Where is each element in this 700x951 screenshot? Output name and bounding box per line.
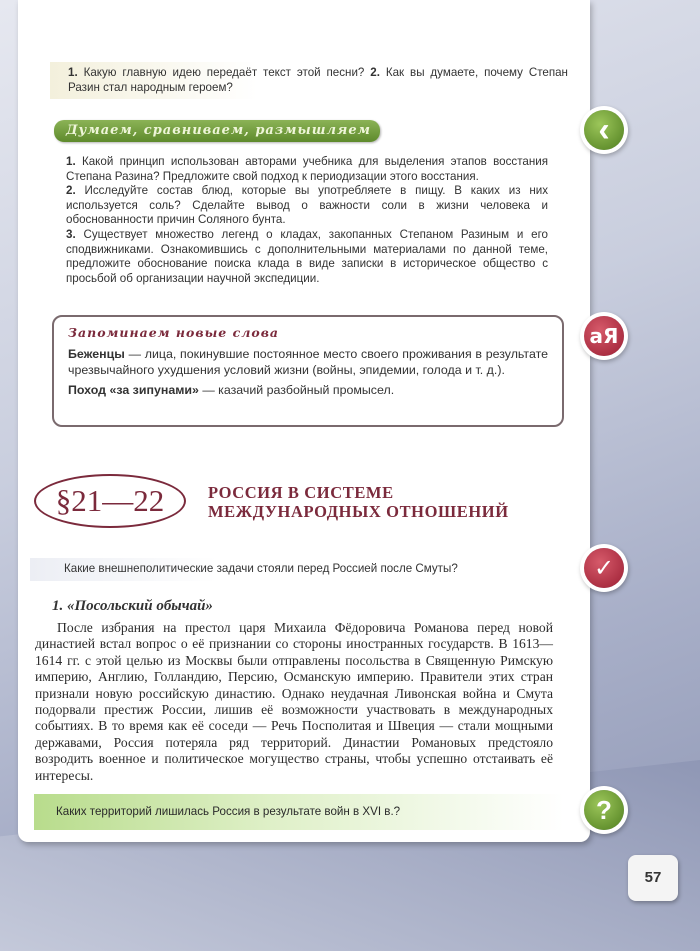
task-item xyxy=(66,184,548,228)
question-number: 2. xyxy=(370,66,380,79)
paragraph-number: §21—22 xyxy=(34,474,186,528)
intro-question: Какие внешнеполитические задачи стояли перед Россией после Смуты? xyxy=(30,558,564,581)
chapter-title-line: МЕЖДУНАРОДНЫХ ОТНОШЕНИЙ xyxy=(208,502,509,521)
task-item xyxy=(66,155,548,184)
question-icon[interactable]: ? xyxy=(584,790,624,830)
review-question: Каких территорий лишилась Россия в результате войн в XVI в.? xyxy=(34,794,564,830)
back-arrow-icon[interactable]: ‹ xyxy=(584,110,624,150)
question-text: Как вы думаете, почему Степан Разин стал народным героем? xyxy=(68,66,568,94)
term: Беженцы xyxy=(68,347,125,361)
check-icon[interactable]: ✓ xyxy=(584,548,624,588)
task-text: Существует множество легенд о кладах, закопанных Степаном Разиным и его сподвижниками. Ознакомившись с дополнительными материалами по данной теме, предложите обоснование поиска клада в виде записки в историческое общество с просьбой об организации научной экспедиции. xyxy=(66,227,548,285)
new-words-title: Запоминаем новые слова xyxy=(68,325,280,340)
think-section-tasks xyxy=(66,155,548,286)
question-text: Какую главную идею передаёт текст этой песни? xyxy=(83,66,365,79)
task-text: Исследуйте состав блюд, которые вы употребляете в пищу. В каких из них используется соль? Сделайте вывод о важности соли в жизни человека и обоснованности причин Соляного бунта. xyxy=(66,184,548,227)
term-definition: — казачий разбойный промысел. xyxy=(202,383,395,397)
section-title: 1. «Посольский обычай» xyxy=(52,598,213,614)
chapter-title xyxy=(208,483,509,521)
term-entry xyxy=(68,346,548,378)
term-entry xyxy=(68,382,548,398)
section-body: После избрания на престол царя Михаила Фёдоровича Романова перед новой династией встал вопрос о её признании со стороны иностранных государств. В 1613—1614 гг. с этой целью из Москвы были отправлены посольства в Священную Римскую империю, Англию, Голландию, Персию, Османскую империю. Правители этих стран признали новую российскую династию. Однако неудачная Ливонская война и Смута подорвали престиж России, лишив её возможности участвовать в международных событиях. В то время как её соседи — Речь Посполитая и Швеция — стали мощными державами, Россия потеряла ряд территорий. Династии Романовых предстояло возродить военное и политическое могущество страны, чтобы успешно отстаивать её интересы. xyxy=(35,620,553,783)
chapter-title-line: РОССИЯ В СИСТЕМЕ xyxy=(208,483,394,502)
task-item xyxy=(66,228,548,286)
task-number: 2. xyxy=(66,184,76,198)
question-number: 1. xyxy=(68,66,78,79)
term: Поход «за зипунами» xyxy=(68,383,199,397)
song-questions xyxy=(50,62,568,99)
task-number: 3. xyxy=(66,227,76,241)
task-number: 1. xyxy=(66,155,76,168)
term-definition: — лица, покинувшие постоянное место своего проживания в результате чрезвычайного ухудшения условий жизни (войны, эпидемии, голода и т. д.). xyxy=(68,347,548,377)
new-words-box xyxy=(52,315,564,427)
dictionary-icon[interactable]: аЯ xyxy=(584,316,624,356)
page-number: 57 xyxy=(628,855,678,901)
task-text: Какой принцип использован авторами учебника для выделения этапов восстания Степана Разина? Предложите свой подход к периодизации этого восстания. xyxy=(66,155,548,183)
think-section-heading: Думаем, сравниваем, размышляем xyxy=(54,120,380,142)
